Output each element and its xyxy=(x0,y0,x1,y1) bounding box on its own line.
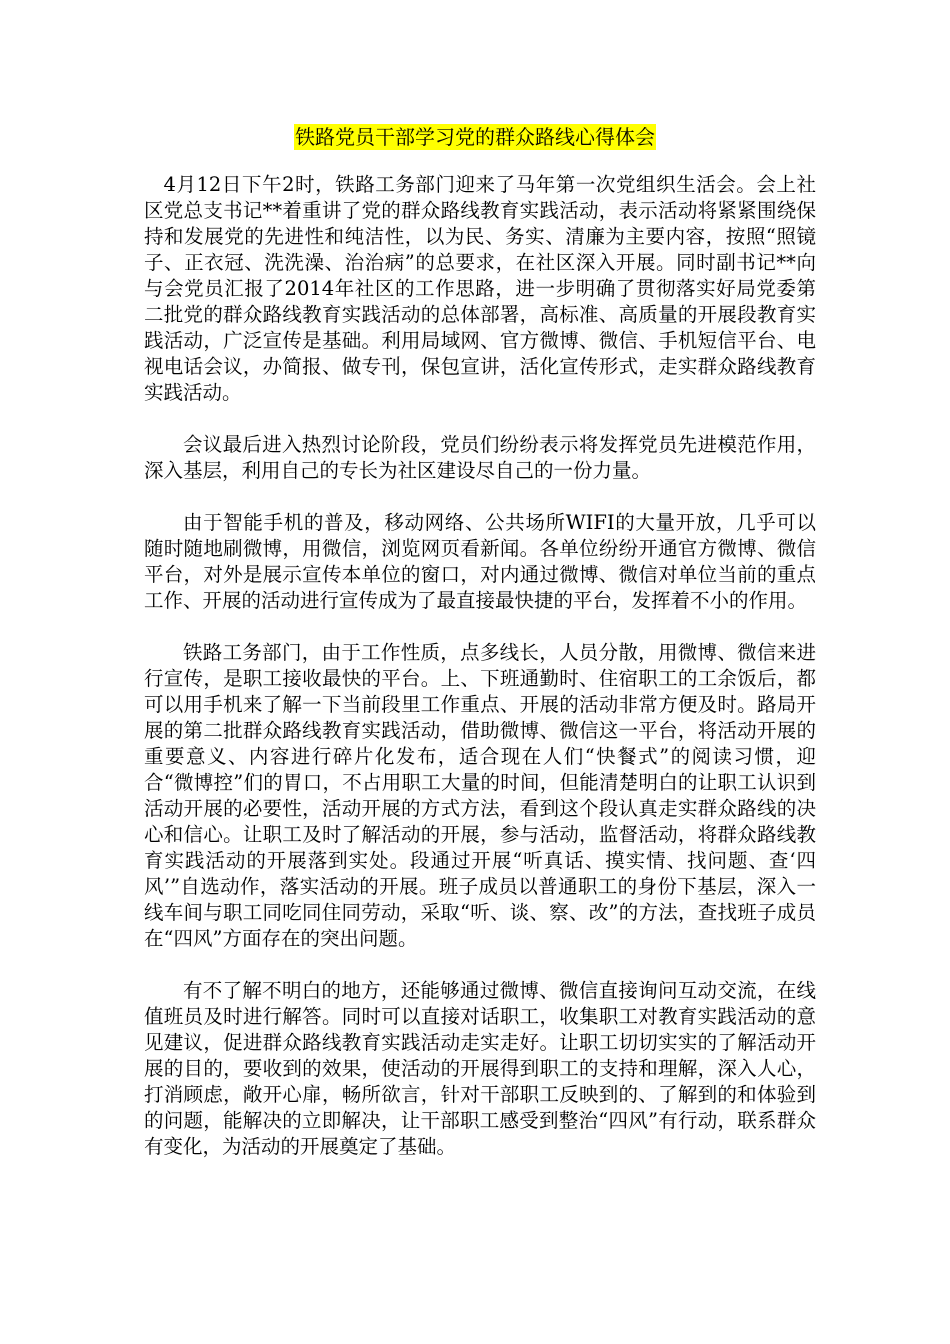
document-body xyxy=(144,172,816,1186)
title-container xyxy=(0,124,950,150)
document-title: 铁路党员干部学习党的群众路线心得体会 xyxy=(295,125,655,149)
paragraph-3: 由于智能手机的普及，移动网络、公共场所WIFI的大量开放，几乎可以随时随地刷微博，用微信，浏览网页看新闻。各单位纷纷开通官方微博、微信平台，对外是展示宣传本单位的窗口，对内通过微博、微信对单位当前的重点工作、开展的活动进行宣传成为了最直接最快捷的平台，发挥着不小的作用。 xyxy=(144,511,816,612)
paragraph-2: 会议最后进入热烈讨论阶段，党员们纷纷表示将发挥党员先进模范作用，深入基层，利用自己的专长为社区建设尽自己的一份力量。 xyxy=(144,433,816,482)
paragraph-4: 铁路工务部门，由于工作性质，点多线长，人员分散，用微博、微信来进行宣传，是职工接收最快的平台。上、下班通勤时、住宿职工的工余饭后，都可以用手机来了解一下当前段里工作重点、开展的活动非常方便及时。路局开展的第二批群众路线教育实践活动，借助微博、微信这一平台，将活动开展的重要意义、内容进行碎片化发布，适合现在人们“快餐式”的阅读习惯，迎合“微博控”们的胃口，不占用职工大量的时间，但能清楚明白的让职工认识到活动开展的必要性，活动开展的方式方法，看到这个段认真走实群众路线的决心和信心。让职工及时了解活动的开展，参与活动，监督活动，将群众路线教育实践活动的开展落到实处。段通过开展“听真话、摸实情、找问题、查‘四风’”自选动作，落实活动的开展。班子成员以普通职工的身份下基层，深入一线车间与职工同吃同住同劳动，采取“听、谈、察、改”的方法，查找班子成员在“四风”方面存在的突出问题。 xyxy=(144,641,816,950)
paragraph-5: 有不了解不明白的地方，还能够通过微博、微信直接询问互动交流，在线值班员及时进行解答。同时可以直接对话职工，收集职工对教育实践活动的意见建议，促进群众路线教育实践活动走实走好。让职工切切实实的了解活动开展的目的，要收到的效果，使活动的开展得到职工的支持和理解，深入人心，打消顾虑，敞开心扉，畅所欲言，针对干部职工反映到的、了解到的和体验到的问题，能解决的立即解决，让干部职工感受到整治“四风”有行动，联系群众有变化，为活动的开展奠定了基础。 xyxy=(144,979,816,1158)
paragraph-1: 4月12日下午2时，铁路工务部门迎来了马年第一次党组织生活会。会上社区党总支书记**着重讲了党的群众路线教育实践活动，表示活动将紧紧围绕保持和发展党的先进性和纯洁性，以为民、务实、清廉为主要内容，按照“照镜子、正衣冠、洗洗澡、治治病”的总要求，在社区深入开展。同时副书记**向与会党员汇报了2014年社区的工作思路，进一步明确了贯彻落实好局党委第二批党的群众路线教育实践活动的总体部署，高标准、高质量的开展段教育实践活动，广泛宣传是基础。利用局域网、官方微博、微信、手机短信平台、电视电话会议，办简报、做专刊，保包宣讲，活化宣传形式，走实群众路线教育实践活动。 xyxy=(144,173,816,404)
